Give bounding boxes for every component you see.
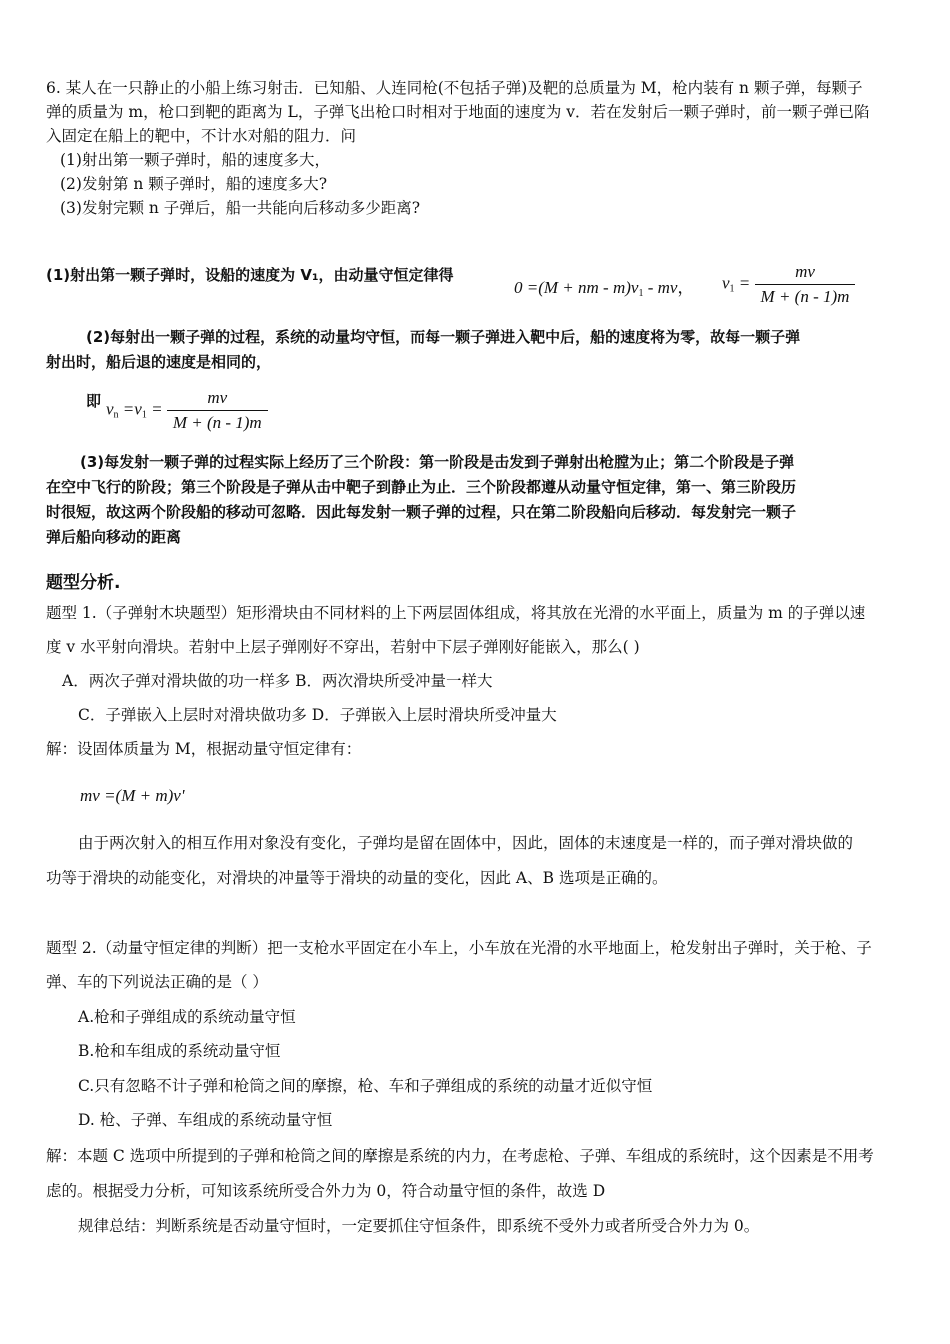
type1-explanation-line1: 由于两次射入的相互作用对象没有变化，子弹均是留在固体中，因此，固体的末速度是一样的，而子弹对滑块做的	[78, 834, 854, 852]
type2-solution-line2: 虑的。根据受力分析，可知该系统所受合外力为 0，符合动量守恒的条件，故选 D	[46, 1182, 606, 1200]
equation-v1-denominator: M + (n - 1)m	[755, 284, 856, 307]
equation-vn-numerator: mv	[207, 388, 228, 407]
equation-v1-lhs: v	[722, 273, 730, 293]
type2-option-c: C.只有忽略不计子弹和枪筒之间的摩擦，枪、车和子弹组成的系统的动量才近似守恒	[78, 1077, 653, 1095]
equation-vn-denominator: M + (n - 1)m	[167, 410, 268, 433]
type1-solution: 解：设固体质量为 M，根据动量守恒定律有：	[46, 740, 362, 758]
equation-momentum-1-left: 0 =(M + nm - m)v	[514, 278, 639, 297]
problem6-question2: (2)发射第 n 颗子弹时，船的速度多大?	[60, 175, 328, 193]
type2-option-d: D. 枪、子弹、车组成的系统动量守恒	[78, 1111, 333, 1129]
type1-options-cd: C．子弹嵌入上层时对滑块做功多 D．子弹嵌入上层时滑块所受冲量大	[78, 706, 557, 724]
type2-option-a: A.枪和子弹组成的系统动量守恒	[78, 1008, 296, 1026]
equation-momentum-1-sub: 1	[638, 288, 644, 299]
problem6-question1: (1)射出第一颗子弹时，船的速度多大，	[60, 151, 330, 169]
type1-explanation-line2: 功等于滑块的动能变化，对滑块的冲量等于滑块的动量的变化，因此 A、B 选项是正确的。	[46, 869, 668, 887]
solution6-part2-ji: 即	[86, 392, 102, 410]
type1-line2: 度 v 水平射向滑块。若射中上层子弹刚好不穿出，若射中下层子弹刚好能嵌入，那么( )	[46, 638, 640, 656]
solution6-part3-line4: 弹后船向移动的距离	[46, 528, 182, 546]
problem6-question3: (3)发射完颗 n 子弹后，船一共能向后移动多少距离?	[60, 199, 421, 217]
equation-vn-sub-n: n	[113, 409, 119, 421]
equation-v1	[722, 262, 855, 307]
equation-v1-numerator: mv	[795, 262, 815, 281]
equation-v1-fraction	[755, 262, 856, 307]
equation-momentum-1	[514, 273, 694, 299]
solution6-part3-line1: (3)每发射一颗子弹的过程实际上经历了三个阶段：第一阶段是击发到子弹射出枪膛为止；第二个阶段是子弹	[80, 453, 795, 471]
type2-solution-line1: 解：本题 C 选项中所提到的子弹和枪筒之间的摩擦是系统的内力，在考虑枪、子弹、车组成的系统时，这个因素是不用考	[46, 1147, 874, 1165]
type1-equation: mv =(M + m)v'	[80, 786, 185, 805]
solution6-part2-line1: (2)每射出一颗子弹的过程，系统的动量均守恒，而每一颗子弹进入靶中后，船的速度将为零，故每一颗子弹	[86, 328, 801, 346]
type1-options-ab: A．两次子弹对滑块做的功一样多 B．两次滑块所受冲量一样大	[62, 672, 493, 690]
solution6-part3-line3: 时很短，故这两个阶段船的移动可忽略．因此每发射一颗子弹的过程，只在第二阶段船向后移动．每发射完一颗子	[46, 503, 797, 521]
equation-vn-fraction	[167, 388, 268, 433]
equation-vn-sub-1: 1	[141, 409, 147, 421]
solution6-part2-line2: 射出时，船后退的速度是相同的，	[46, 353, 272, 371]
equation-v1-sub: 1	[729, 283, 735, 295]
equation-vn-v: v	[106, 399, 114, 419]
type1-line1: 题型 1.（子弹射木块题型）矩形滑块由不同材料的上下两层固体组成，将其放在光滑的水平面上，质量为 m 的子弹以速	[46, 604, 866, 622]
type2-line2: 弹、车的下列说法正确的是（ ）	[46, 973, 268, 991]
type2-line1: 题型 2.（动量守恒定律的判断）把一支枪水平固定在小车上，小车放在光滑的水平地面上，枪发射出子弹时，关于枪、子	[46, 939, 872, 957]
equation-separator: ，	[677, 278, 695, 297]
equation-vn-mid: =v	[118, 399, 142, 419]
problem6-line1: 6. 某人在一只静止的小船上练习射击．已知船、人连同枪(不包括子弹)及靶的总质量为 M，枪内装有 n 颗子弹，每颗子	[46, 79, 863, 97]
type2-option-b: B.枪和车组成的系统动量守恒	[78, 1042, 281, 1060]
section-heading: 题型分析.	[46, 573, 121, 593]
type2-rule-summary: 规律总结：判断系统是否动量守恒时，一定要抓住守恒条件，即系统不受外力或者所受合外力为 0。	[78, 1217, 760, 1235]
equation-vn	[106, 388, 268, 433]
problem6-line3: 入固定在船上的靶中，不计水对船的阻力．问	[46, 127, 357, 145]
problem6-line2: 弹的质量为 m，枪口到靶的距离为 L，子弹飞出枪口时相对于地面的速度为 v．若在发射后一颗子弹时，前一颗子弹已陷	[46, 103, 870, 121]
equation-vn-equals: =	[146, 399, 163, 419]
solution6-part3-line2: 在空中飞行的阶段；第三个阶段是子弹从击中靶子到静止为止．三个阶段都遵从动量守恒定律，第一、第三阶段历	[46, 478, 797, 496]
solution6-part1: (1)射出第一颗子弹时，设船的速度为 V₁，由动量守恒定律得	[46, 266, 454, 284]
equation-momentum-1-right: - mv	[643, 278, 678, 297]
equation-v1-equals: =	[734, 273, 751, 293]
